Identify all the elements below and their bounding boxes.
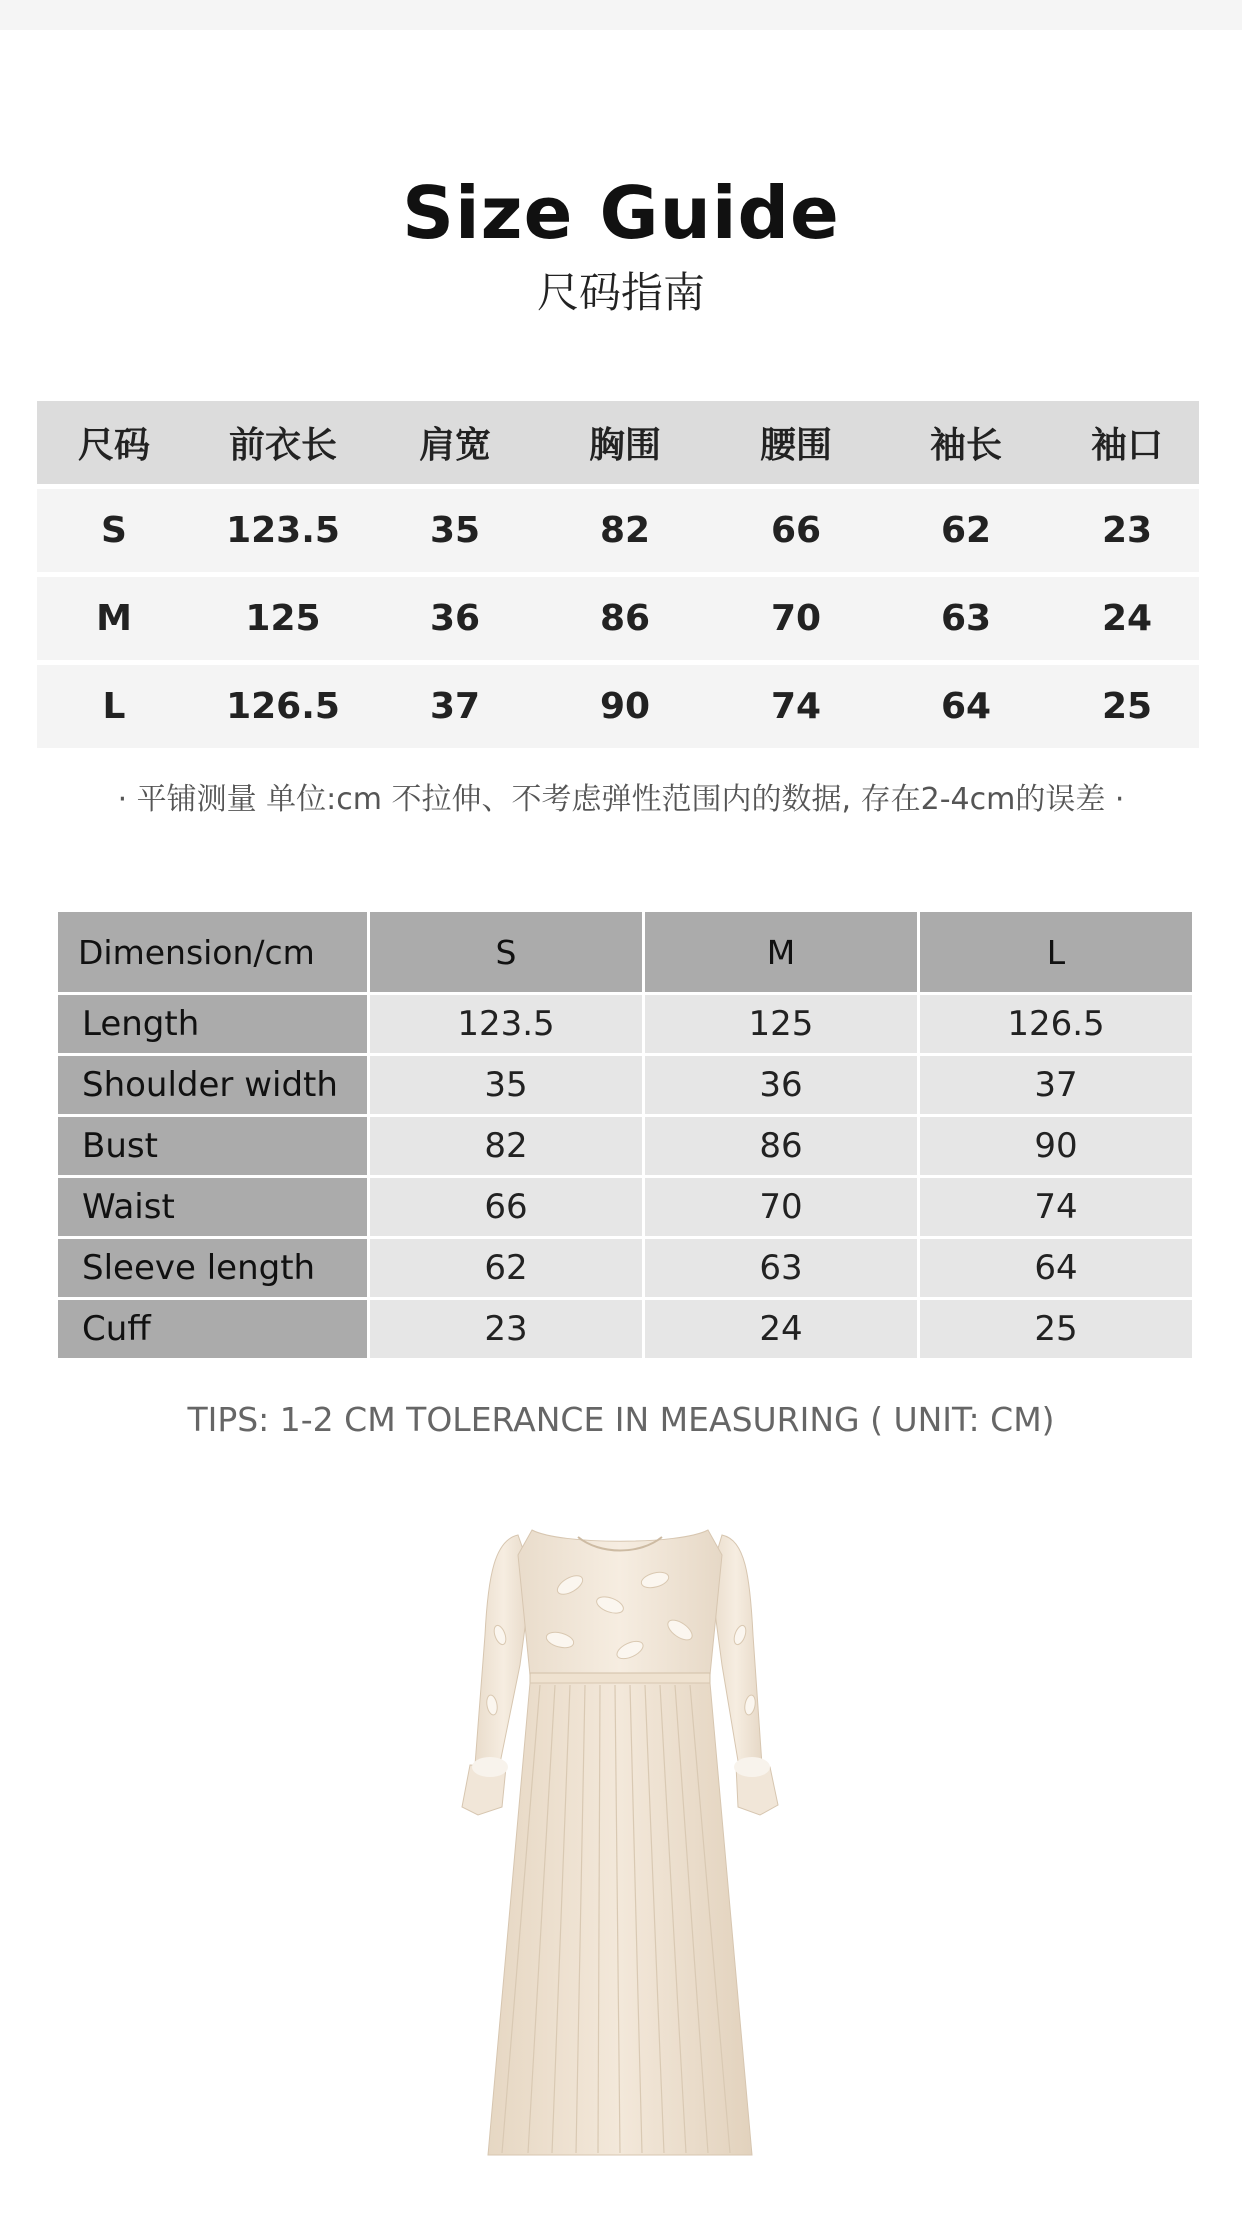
table-cell: 37	[375, 663, 535, 749]
table-cell: 63	[877, 575, 1055, 663]
table-header-row	[37, 401, 1199, 487]
table-cell: 123.5	[191, 487, 375, 575]
table-cell: 64	[919, 1238, 1194, 1299]
table-cell: 125	[191, 575, 375, 663]
table-cell: 23	[1055, 487, 1199, 575]
table-cell: L	[37, 663, 191, 749]
size-table-en	[55, 909, 1195, 1361]
table-cell: 25	[919, 1299, 1194, 1360]
table-cell: 74	[715, 663, 877, 749]
row-label: Length	[57, 994, 369, 1055]
header-cell: 肩宽	[375, 401, 535, 487]
dress-photo	[440, 1515, 800, 2175]
table-cell: 37	[919, 1055, 1194, 1116]
header-cell: L	[919, 911, 1194, 994]
table-cell: 24	[1055, 575, 1199, 663]
header-cell: M	[644, 911, 919, 994]
table-cell: 90	[535, 663, 715, 749]
row-label: Waist	[57, 1177, 369, 1238]
table-cell: 86	[535, 575, 715, 663]
table-row	[57, 1116, 1194, 1177]
top-bar	[0, 0, 1242, 30]
table-header-row	[57, 911, 1194, 994]
table-cell: 126.5	[919, 994, 1194, 1055]
table-cell: 70	[644, 1177, 919, 1238]
header-cell: 尺码	[37, 401, 191, 487]
header-cell: Dimension/cm	[57, 911, 369, 994]
header-cell: 胸围	[535, 401, 715, 487]
header-cell: S	[369, 911, 644, 994]
table-cell: 125	[644, 994, 919, 1055]
page-subtitle: 尺码指南	[536, 268, 705, 317]
table-cell: 62	[369, 1238, 644, 1299]
measurement-note-cn: · 平铺测量 单位:cm 不拉伸、不考虑弹性范围内的数据, 存在2-4cm的误差 ·	[117, 782, 1125, 817]
table-cell: 82	[535, 487, 715, 575]
table-cell: 74	[919, 1177, 1194, 1238]
table-row	[57, 1055, 1194, 1116]
table-cell: 25	[1055, 663, 1199, 749]
table-cell: 70	[715, 575, 877, 663]
table-row	[37, 575, 1199, 663]
table-cell: 62	[877, 487, 1055, 575]
table-cell: 64	[877, 663, 1055, 749]
table-row	[37, 663, 1199, 749]
table-row	[57, 1299, 1194, 1360]
table-cell: M	[37, 575, 191, 663]
table-cell: 24	[644, 1299, 919, 1360]
table-row	[57, 1177, 1194, 1238]
table-cell: 126.5	[191, 663, 375, 749]
table-cell: 35	[369, 1055, 644, 1116]
table-cell: 123.5	[369, 994, 644, 1055]
table-row	[37, 487, 1199, 575]
table-cell: 82	[369, 1116, 644, 1177]
table-cell: 66	[715, 487, 877, 575]
measurement-note-en: TIPS: 1-2 CM TOLERANCE IN MEASURING ( UNIT: CM)	[187, 1400, 1055, 1439]
row-label: Cuff	[57, 1299, 369, 1360]
header-cell: 腰围	[715, 401, 877, 487]
table-cell: 36	[375, 575, 535, 663]
table-cell: 86	[644, 1116, 919, 1177]
table-cell: 35	[375, 487, 535, 575]
table-row	[57, 994, 1194, 1055]
header-cell: 前衣长	[191, 401, 375, 487]
table-cell: 66	[369, 1177, 644, 1238]
table-cell: S	[37, 487, 191, 575]
header-cell: 袖长	[877, 401, 1055, 487]
size-table-cn	[37, 401, 1199, 748]
page-title: Size Guide	[402, 171, 840, 255]
table-cell: 23	[369, 1299, 644, 1360]
table-cell: 63	[644, 1238, 919, 1299]
table-row	[57, 1238, 1194, 1299]
row-label: Bust	[57, 1116, 369, 1177]
header-cell: 袖口	[1055, 401, 1199, 487]
row-label: Sleeve length	[57, 1238, 369, 1299]
table-cell: 36	[644, 1055, 919, 1116]
table-cell: 90	[919, 1116, 1194, 1177]
row-label: Shoulder width	[57, 1055, 369, 1116]
